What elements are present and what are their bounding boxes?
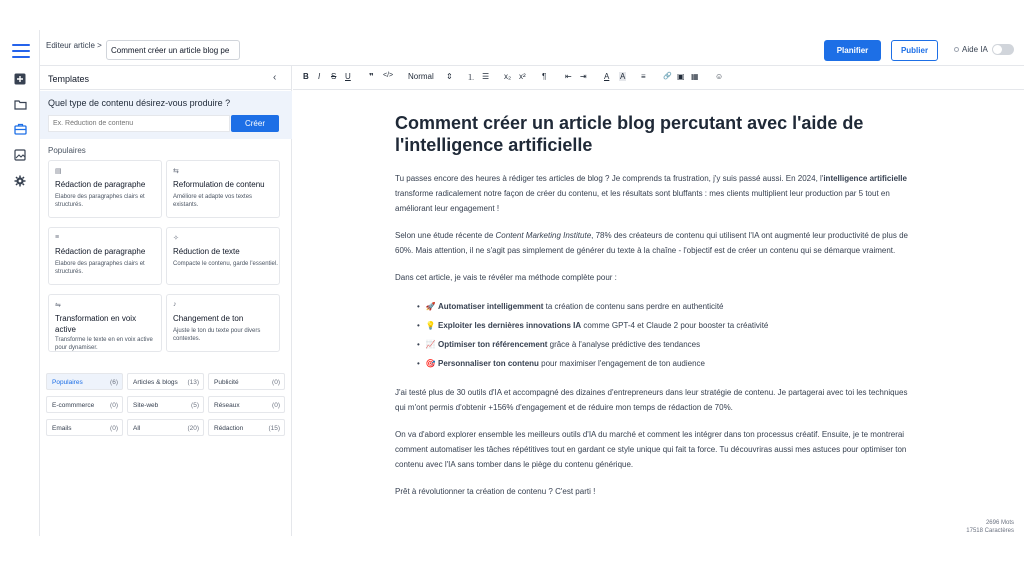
quote-icon[interactable]: ❞ xyxy=(369,72,374,81)
chevron-left-icon[interactable]: ‹ xyxy=(273,72,277,83)
templates-panel xyxy=(40,66,292,536)
publish-button[interactable]: Publier xyxy=(891,40,938,61)
template-card-desc: Transforme le texte en en voix active pour dynamiser. xyxy=(55,337,153,351)
templates-header xyxy=(40,66,292,90)
italic-button[interactable]: I xyxy=(318,72,321,81)
ai-help-toggle[interactable] xyxy=(992,44,1014,55)
folder-icon[interactable] xyxy=(11,95,29,113)
style-select[interactable]: Normal xyxy=(408,72,434,81)
briefcase-icon[interactable] xyxy=(11,120,29,138)
template-card-desc: Compacte le contenu, garde l'essentiel. xyxy=(173,261,278,267)
list-item[interactable]: • 🚀 Automatiser intelligemment ta création de contenu sans perdre en authenticité xyxy=(423,297,915,316)
link-icon[interactable]: 🔗 xyxy=(663,73,672,80)
char-count: 17518 Caractères xyxy=(966,528,1014,534)
indent-icon[interactable]: ⇥ xyxy=(580,72,587,81)
outdent-icon[interactable]: ⇤ xyxy=(565,72,572,81)
bullet-list xyxy=(395,297,915,373)
gear-icon[interactable] xyxy=(11,172,29,190)
image-icon[interactable] xyxy=(11,146,29,164)
category-redaction[interactable]: Rédaction (15) xyxy=(208,419,285,436)
content-type-question: Quel type de contenu désirez-vous produire ? xyxy=(48,98,231,108)
bold-button[interactable]: B xyxy=(303,72,309,81)
list-item[interactable]: • 💡 Exploiter les dernières innovations IA comme GPT-4 et Claude 2 pour booster ta créativité xyxy=(423,316,915,335)
tone-icon: ♪ xyxy=(173,301,177,308)
target-icon: 🎯 xyxy=(425,359,436,368)
schedule-button[interactable]: Planifier xyxy=(824,40,881,61)
article-title-input[interactable] xyxy=(106,40,240,60)
template-card[interactable] xyxy=(166,294,280,352)
template-card[interactable] xyxy=(48,294,162,352)
paragraph-icon: ▤ xyxy=(55,168,62,175)
align-icon[interactable]: ≡ xyxy=(641,72,646,81)
article-heading[interactable]: Comment créer un article blog percutant avec l'aide de l'intelligence artificielle xyxy=(395,113,864,155)
category-emails[interactable]: Emails (0) xyxy=(46,419,123,436)
bullet-list-icon[interactable]: ☰ xyxy=(482,72,490,81)
paragraph[interactable]: Dans cet article, je vais te révéler ma méthode complète pour : xyxy=(395,273,617,282)
template-card-title: Réduction de texte xyxy=(173,247,240,256)
create-button[interactable]: Créer xyxy=(231,115,279,132)
template-card-title: Rédaction de paragraphe xyxy=(55,247,146,256)
category-all[interactable]: All (20) xyxy=(127,419,204,436)
category-reseaux[interactable]: Réseaux (0) xyxy=(208,396,285,413)
list-item[interactable]: • 📈 Optimiser ton référencement grâce à l'analyse prédictive des tendances xyxy=(423,335,915,354)
list-item[interactable]: • 🎯 Personnaliser ton contenu pour maximiser l'engagement de ton audience xyxy=(423,354,915,373)
emoji-icon[interactable]: ☺ xyxy=(715,72,724,81)
paragraph-icon[interactable]: ¶ xyxy=(542,72,547,81)
content-type-box xyxy=(40,91,292,139)
word-count: 2696 Mots xyxy=(985,520,1014,526)
paragraph[interactable]: Prêt à révolutionner ta création de contenu ? C'est parti ! xyxy=(395,487,596,496)
templates-title: Templates xyxy=(48,74,90,84)
template-card-desc: Elabore des paragraphes clairs et structurés. xyxy=(55,194,145,208)
template-card-title: Changement de ton xyxy=(173,314,244,323)
template-card[interactable] xyxy=(166,227,280,285)
underline-button[interactable]: U xyxy=(345,72,351,81)
video-icon[interactable]: ▦ xyxy=(691,72,699,81)
menu-icon[interactable] xyxy=(12,44,30,58)
select-arrows-icon[interactable]: ⇕ xyxy=(446,72,453,81)
paragraph[interactable]: Tu passes encore des heures à rédiger tes articles de blog ? Je comprends ta frustration, j'y suis passé aussi. En 2024, l'intelligence artificielle transforme radicalement notre façon de créer du contenu, et les résultats sont bluffants : mes clients multiplient leur production par 5 tout en améliorant leur engagement ! xyxy=(395,174,907,213)
template-card[interactable] xyxy=(48,160,162,218)
superscript-icon[interactable]: x² xyxy=(519,72,526,81)
template-card-desc: Améliore et adapte vos textes existants. xyxy=(173,194,253,208)
strike-button[interactable]: S xyxy=(331,72,337,81)
rocket-icon: 🚀 xyxy=(425,302,436,311)
popular-label: Populaires xyxy=(48,146,86,155)
reformulate-icon: ⇆ xyxy=(173,168,179,175)
text-color-icon[interactable]: A xyxy=(604,72,610,81)
paragraph[interactable]: Selon une étude récente de Content Marketing Institute, 78% des créateurs de contenu qui utilisent l'IA ont augmenté leur productivité de plus de 60%. Mais attention, il ne s'agit pas simplement de générer du texte à la chaîne - l'objectif est de créer un contenu qui se démarque vraiment. xyxy=(395,231,908,255)
paragraph[interactable]: On va d'abord explorer ensemble les meilleurs outils d'IA du marché et comment les intégrer dans ton processus créatif. Ensuite, je te montrerai comment automatiser les tâches répétitives tout en gardant ce style unique qui fait ta force. Tu découvriras aussi mes astuces pour optimiser ton contenu avec l'IA sans tomber dans le piège du contenu générique. xyxy=(395,430,907,469)
category-filters xyxy=(46,373,286,441)
template-card-title: Transformation en voix active xyxy=(55,314,137,334)
category-site-web[interactable]: Site-web (5) xyxy=(127,396,204,413)
template-card-desc: Elabore des paragraphes clairs et structurés. xyxy=(55,261,145,275)
image-icon[interactable]: ▣ xyxy=(677,72,685,81)
transform-icon: ⇋ xyxy=(55,302,61,309)
top-bar xyxy=(40,30,1024,66)
category-articles[interactable]: Articles & blogs (13) xyxy=(127,373,204,390)
template-card[interactable] xyxy=(166,160,280,218)
list-icon: ≡ xyxy=(55,234,60,241)
category-ecommerce[interactable]: E-commmerce (0) xyxy=(46,396,123,413)
left-rail xyxy=(0,30,40,536)
chart-icon: 📈 xyxy=(425,340,436,349)
ai-help xyxy=(954,45,988,54)
paragraph[interactable]: J'ai testé plus de 30 outils d'IA et accompagné des dizaines d'entrepreneurs dans leur stratégie de contenu. Je partagerai avec toi les techniques qui m'ont permis d'obtenir +156% d'engagement et de réduire mon temps de rédaction de 70%. xyxy=(395,388,908,412)
ai-help-label: Aide IA xyxy=(962,45,988,54)
plus-square-icon[interactable] xyxy=(11,70,29,88)
breadcrumb[interactable]: Editeur article > xyxy=(46,41,102,50)
highlight-icon[interactable]: A xyxy=(620,72,626,81)
template-card-title: Reformulation de contenu xyxy=(173,180,265,189)
ordered-list-icon[interactable]: ⒈ xyxy=(467,73,475,82)
format-toolbar xyxy=(293,66,1024,90)
code-icon[interactable]: </> xyxy=(383,72,394,79)
template-card-desc: Ajuste le ton du texte pour divers contextes. xyxy=(173,328,261,342)
info-icon xyxy=(954,47,959,52)
subscript-icon[interactable]: x₂ xyxy=(504,72,512,81)
lightbulb-icon: 💡 xyxy=(425,321,436,330)
content-type-input[interactable] xyxy=(48,115,230,132)
editor-content[interactable] xyxy=(395,112,915,511)
template-card[interactable] xyxy=(48,227,162,285)
category-populaires[interactable]: Populaires (6) xyxy=(46,373,123,390)
document-stats xyxy=(940,519,1014,535)
sparkle-icon: ✧ xyxy=(173,235,179,242)
category-publicite[interactable]: Publicité (0) xyxy=(208,373,285,390)
template-card-title: Rédaction de paragraphe xyxy=(55,180,146,189)
